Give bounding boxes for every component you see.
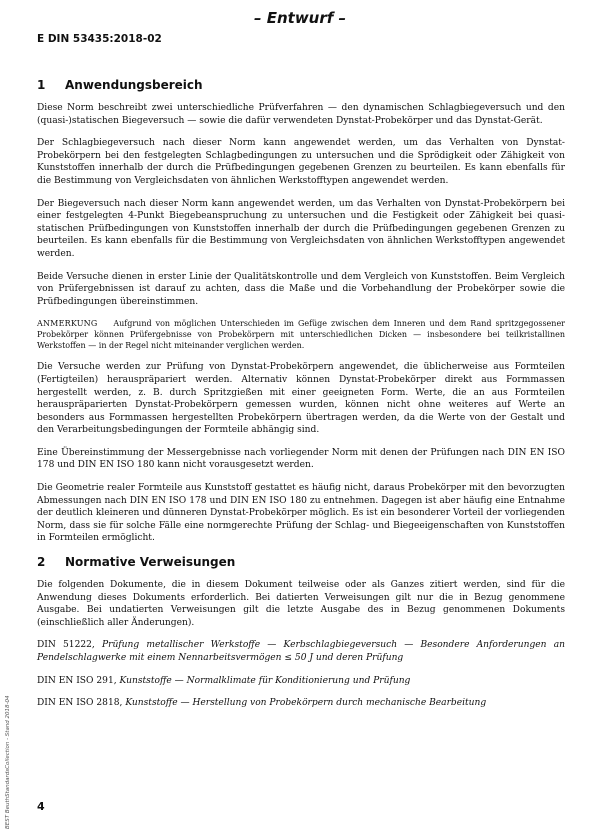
paragraph: Beide Versuche dienen in erster Linie der Qualitätskontrolle und dem Vergleich von Kunststoffen. Beim Vergleich von Prüfergebnissen ist darauf zu achten, dass die Maße und die Vorbehandlung der Probekörper sowie die Prüfbedingungen übereinstimmen. (37, 271, 565, 307)
reference-code: DIN EN ISO 2818, (37, 698, 123, 709)
document-body (37, 78, 565, 720)
section-1-heading (37, 78, 565, 92)
note-text: Aufgrund von möglichen Unterschieden im Gefüge zwischen dem Inneren und dem Rand spritzgegossener Probekörper können Prüfergebnisse von Probekörpern mit unterschiedlichen Dicken — insbesondere bei teilkristallinen Werkstoffen — in der Regel nicht miteinander verglichen werden. (37, 319, 566, 351)
paragraph: Die Geometrie realer Formteile aus Kunststoff gestattet es häufig nicht, daraus Probekörper mit den bevorzugten Abmessungen nach DIN EN ISO 178 und DIN EN ISO 180 zu entnehmen. Dagegen ist aber häufig eine Entnahme der deutlich kleineren und dünneren Dynstat-Probekörper möglich. Es ist ein besonderer Vorteil der vorliegenden Norm, dass sie für solche Fälle eine normgerechte Prüfung der Schlag- und Biegeeigenschaften von Kunststoffen in Formteilen ermöglicht. (37, 483, 565, 544)
section-2-heading (37, 555, 565, 569)
reference-code: DIN 51222, (37, 640, 95, 651)
paragraph: Diese Norm beschreibt zwei unterschiedliche Prüfverfahren — den dynamischen Schlagbiegeversuch und den (quasi-)statischen Biegeversuch — sowie die dafür verwendeten Dynstat-Probekörper und das Dynstat-Gerät. (37, 103, 565, 126)
section-title: Normative Verweisungen (65, 555, 236, 570)
draft-label: – Entwurf – (254, 9, 346, 27)
paragraph: Der Schlagbiegeversuch nach dieser Norm kann angewendet werden, um das Verhalten von Dynstat-Probekörpern bei den festgelegten Schlagbedingungen zu untersuchen und die Sprödigkeit oder Zähigkeit von Kunststoffen innerhalb der durch die Prüfbedingungen gegebenen Grenzen zu beurteilen. Es kann ebenfalls für die Bestimmung von Vergleichsdaten von ähnlichen Werkstofftypen angewendet werden. (37, 138, 565, 186)
section-number: 2 (37, 555, 46, 570)
paragraph: Die folgenden Dokumente, die in diesem Dokument teilweise oder als Ganzes zitiert werden, sind für die Anwendung dieses Dokuments erforderlich. Bei datierten Verweisungen gilt nur die in Bezug genommene Ausgabe. Bei undatierten Verweisungen gilt die letzte Ausgabe des in Bezug genommenen Dokuments (einschließlich aller Änderungen). (37, 580, 565, 628)
paragraph: Der Biegeversuch nach dieser Norm kann angewendet werden, um das Verhalten von Dynstat-Probekörpern bei einer festgelegten 4-Punkt Biegebeanspruchung zu untersuchen und die Festigkeit oder Zähigkeit bei quasi-statischen Prüfbedingungen von Kunststoffen innerhalb der durch die Prüfbedingungen gegebenen Grenzen zu beurteilen. Es kann ebenfalls für die Bestimmung von Vergleichsdaten von ähnlichen Werkstofftypen angewendet werden. (37, 198, 565, 259)
reference-item (37, 639, 565, 664)
paragraph: Die Versuche werden zur Prüfung von Dynstat-Probekörpern angewendet, die üblicherweise aus Formteilen (Fertigteilen) herauspräpariert werden. Alternativ können Dynstat-Probekörper direkt aus Formmassen hergestellt werden, z. B. durch Spritzgießen mit einer geeigneten Form. Werte, die an aus Formteilen herauspräparierten Dynstat-Probekörpern gemessen wurden, können nicht ohne weiteres auf Werte an besonders aus Formmassen hergestellten Probekörpern übertragen werden, da die Werte von der Gestalt und den Verarbeitungsbedingungen der Formteile abhängig sind. (37, 362, 565, 436)
reference-item (37, 697, 565, 710)
section-number: 1 (37, 78, 46, 92)
reference-code: DIN EN ISO 291, (37, 675, 117, 686)
reference-title: Kunststoffe — Normalklimate für Konditionierung und Prüfung (119, 675, 411, 686)
reference-item (37, 675, 565, 688)
document-id: E DIN 53435:2018-02 (37, 33, 162, 45)
paragraph: Eine Übereinstimmung der Messergebnisse nach vorliegender Norm mit denen der Prüfungen nach DIN EN ISO 178 und DIN EN ISO 180 kann nicht vorausgesetzt werden. (37, 447, 565, 471)
section-title: Anwendungsbereich (65, 78, 203, 92)
watermark-text: BEST BeuthStandardsCollection - Stand 2018-04 (5, 695, 11, 829)
reference-title: Prüfung metallischer Werkstoffe — Kerbschlagbiegeversuch — Besondere Anforderungen an Pendelschlagwerke mit einem Nennarbeitsvermögen ≤ 50 J und deren Prüfung (37, 640, 565, 663)
reference-title: Kunststoffe — Herstellung von Probekörpern durch mechanische Bearbeitung (125, 698, 487, 709)
note (37, 318, 565, 351)
note-label: ANMERKUNG (37, 319, 98, 329)
page-number: 4 (37, 800, 45, 813)
watermark (3, 629, 13, 829)
